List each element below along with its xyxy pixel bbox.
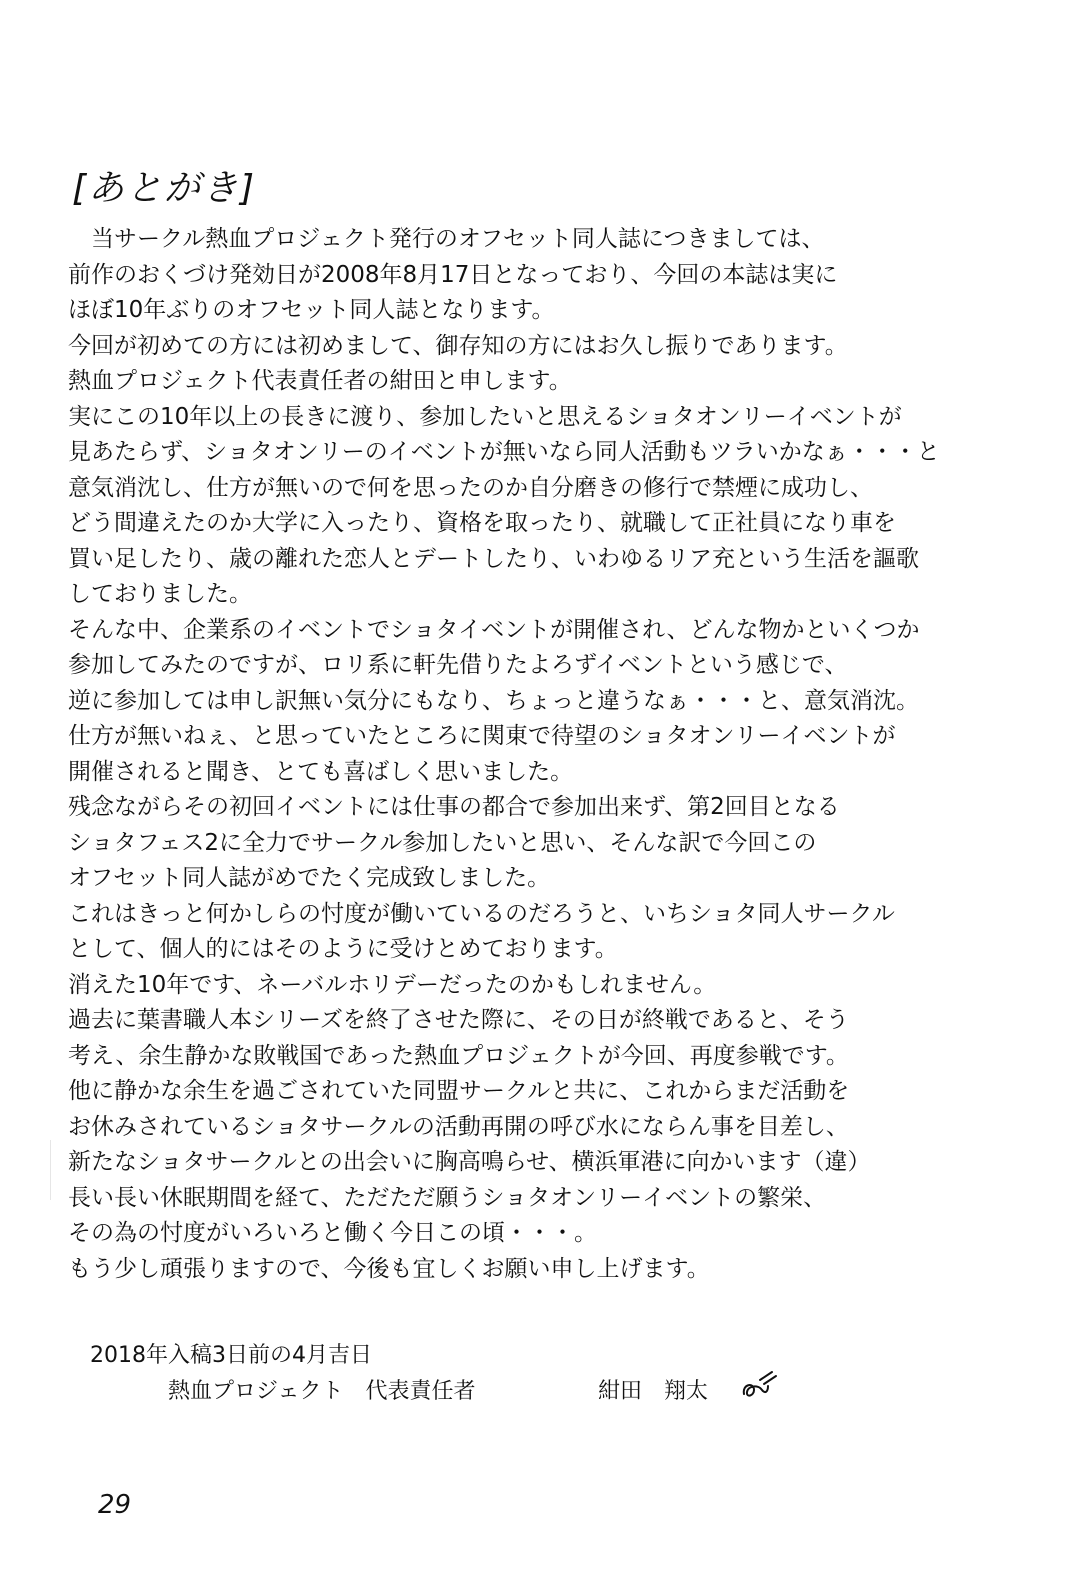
body-line: しておりました。 (68, 581, 252, 607)
body-line: そんな中、企業系のイベントでショタイベントが開催され、どんな物かといくつか (68, 616, 920, 643)
body-line: もう少し頑張りますので、今後も宜しくお願い申し上げます。 (68, 1255, 710, 1282)
margin-mark (50, 1140, 51, 1200)
body-line: 参加してみたのですが、ロリ系に軒先借りたよろずイベントという感じで、 (68, 652, 848, 678)
signature-flourish-icon (738, 1368, 780, 1406)
body-line: 仕方が無いねぇ、と思っていたところに関東で待望のショタオンリーイベントが (68, 723, 896, 749)
body-line: 他に静かな余生を過ごされていた同盟サークルと共に、これからまだ活動を (68, 1078, 850, 1104)
body-line: これはきっと何かしらの忖度が働いているのだろうと、いちショタ同人サークル (68, 900, 895, 927)
body-line: 実にこの10年以上の長きに渡り、参加したいと思えるショタオンリーイベントが (68, 403, 902, 430)
signature-name: 紺田 翔太 (598, 1379, 709, 1404)
body-line: ショタフェス2に全力でサークル参加したいと思い、そんな訳で今回この (68, 829, 817, 856)
body-line: どう間違えたのか大学に入ったり、資格を取ったり、就職して正社員になり車を (68, 510, 896, 536)
signature-date: 2018年入稿3日前の4月吉日 (90, 1343, 372, 1368)
body-line: 長い長い休眠期間を経て、ただただ願うショタオンリーイベントの繁栄、 (68, 1184, 827, 1211)
body-line: 考え、余生静かな敗戦国であった熱血プロジェクトが今回、再度参戦です。 (68, 1042, 849, 1069)
body-line: 意気消沈し、仕方が無いので何を思ったのか自分磨きの修行で禁煙に成功し、 (68, 474, 873, 501)
body-line: オフセット同人誌がめでたく完成致しました。 (68, 865, 551, 891)
afterword-body (68, 222, 1028, 1287)
body-line: 今回が初めての方には初めまして、御存知の方にはお久し振りであります。 (68, 332, 848, 359)
body-line: 消えた10年です、ネーバルホリデーだったのかもしれません。 (68, 971, 717, 998)
body-line: 逆に参加しては申し訳無い気分にもなり、ちょっと違うなぁ・・・と、意気消沈。 (68, 687, 919, 714)
body-line: 見あたらず、ショタオンリーのイベントが無いなら同人活動もツラいかなぁ・・・と (68, 439, 940, 465)
page-number: 29 (98, 1490, 132, 1520)
body-line: 当サークル熱血プロジェクト発行のオフセット同人誌につきましては、 (68, 226, 825, 252)
body-line: その為の忖度がいろいろと働く今日この頃・・・。 (68, 1220, 597, 1246)
afterword-heading: [あとがき] (72, 168, 257, 209)
body-line: 熱血プロジェクト代表責任者の紺田と申します。 (68, 368, 572, 394)
body-line: 残念ながらその初回イベントには仕事の都合で参加出来ず、第2回目となる (68, 794, 840, 820)
body-line: お休みされているショタサークルの活動再開の呼び水にならん事を目差し、 (68, 1113, 849, 1140)
signature-organization: 熱血プロジェクト 代表責任者 (168, 1379, 476, 1404)
body-line: として、個人的にはそのように受けとめております。 (68, 936, 618, 962)
body-line: 過去に葉書職人本シリーズを終了させた際に、その日が終戦であると、そう (68, 1007, 849, 1033)
body-line: ほぼ10年ぶりのオフセット同人誌となります。 (68, 297, 555, 323)
body-line: 買い足したり、歳の離れた恋人とデートしたり、いわゆるリア充という生活を謳歌 (68, 545, 919, 572)
body-line: 前作のおくづけ発効日が2008年8月17日となっており、今回の本誌は実に (68, 261, 838, 288)
body-line: 開催されると聞き、とても喜ばしく思いました。 (68, 758, 574, 785)
body-line: 新たなショタサークルとの出会いに胸高鳴らせ、横浜軍港に向かいます（違） (68, 1149, 871, 1175)
